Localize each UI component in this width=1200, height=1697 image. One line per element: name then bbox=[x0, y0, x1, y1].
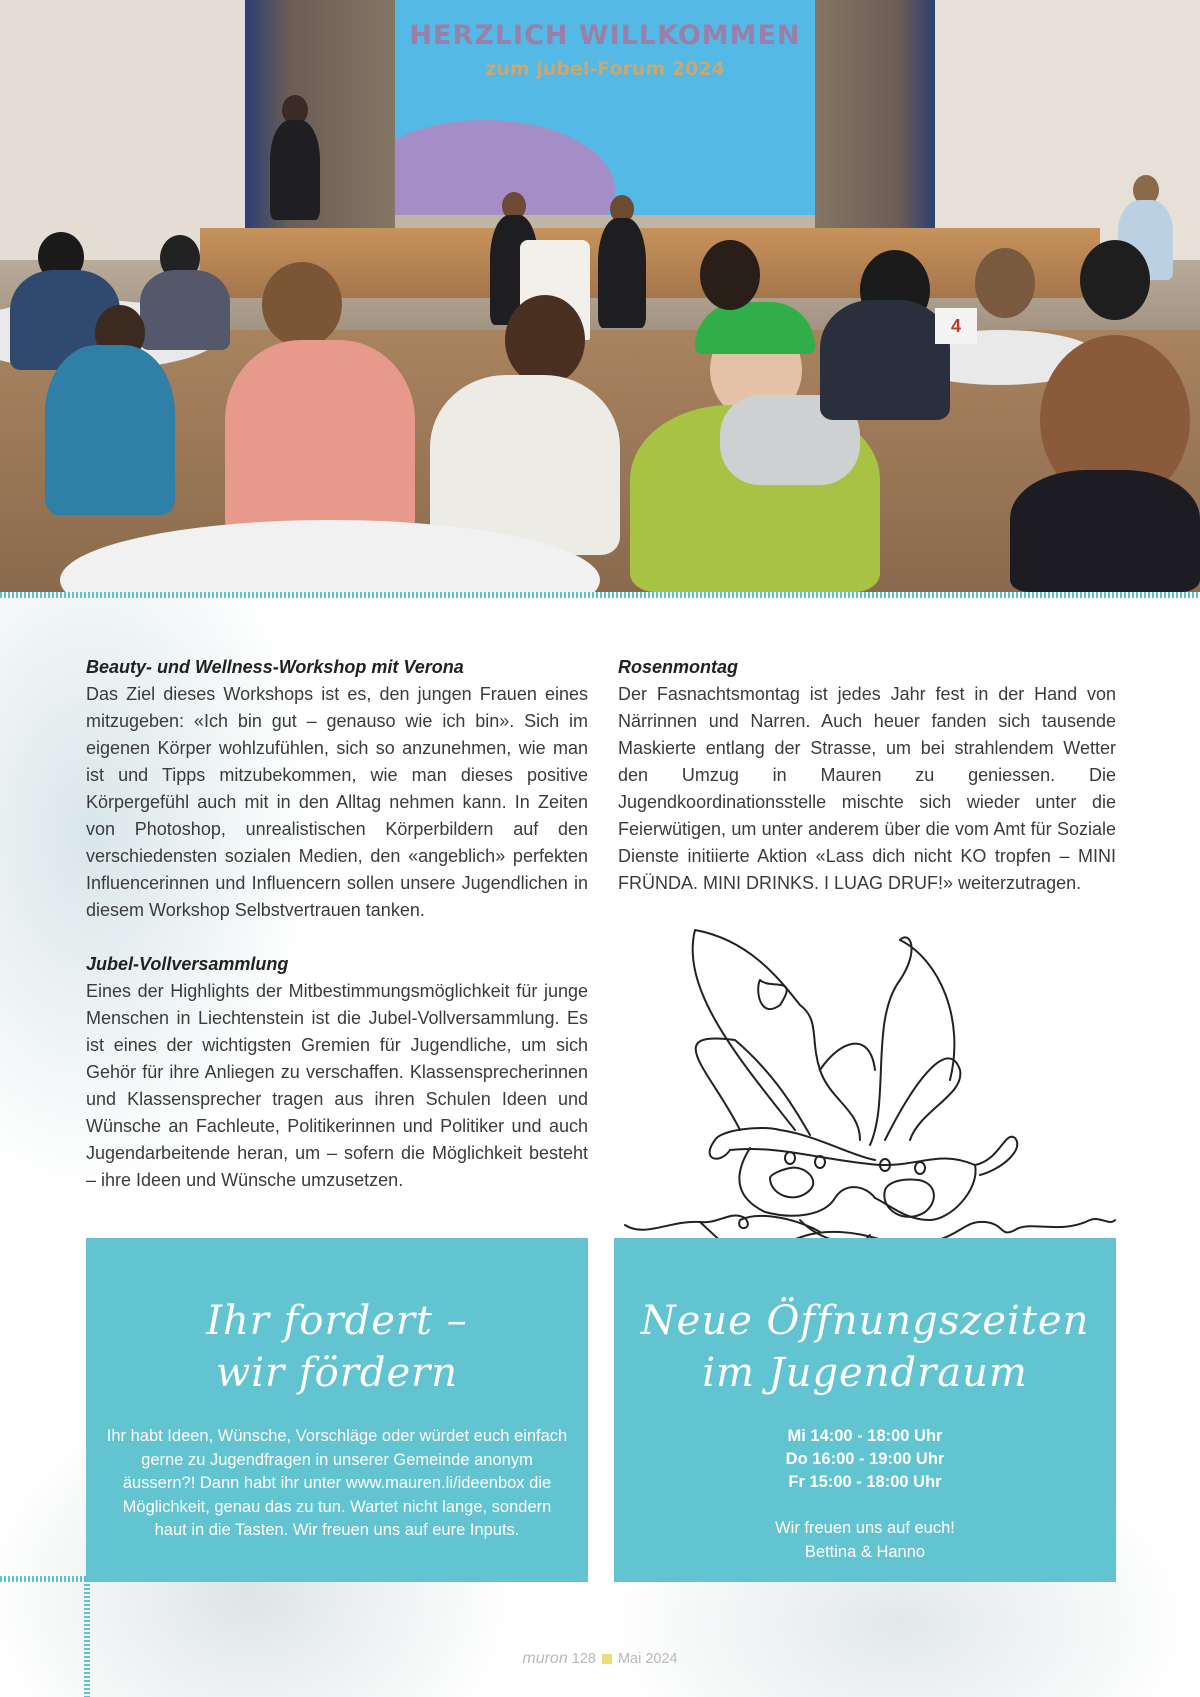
photo-curtain-left bbox=[245, 0, 395, 240]
box-title-line: im Jugendraum bbox=[702, 1350, 1028, 1396]
opening-hours-item: Do 16:00 - 19:00 Uhr bbox=[785, 1450, 945, 1468]
box-title bbox=[86, 1295, 588, 1399]
photo-person bbox=[270, 120, 320, 220]
opening-hours-list bbox=[614, 1425, 1116, 1494]
divider-stripe bbox=[0, 592, 1200, 598]
photo-person bbox=[820, 300, 950, 420]
box-title bbox=[614, 1295, 1116, 1399]
photo-person bbox=[225, 340, 415, 540]
box-text: Ihr habt Ideen, Wünsche, Vorschläge oder würdet euch einfach gerne zu Jugendfragen in unserer Gemeinde anonym äussern?! Dann habt ihr unter www.mauren.li/ideenbox die Möglichkeit, genau das zu tun. Wartet nicht lange, sondern haut in die Tasten. Wir freuen uns auf eure Inputs. bbox=[106, 1427, 568, 1539]
box-title-line: Ihr fordert – bbox=[206, 1298, 468, 1344]
photo-wall-left bbox=[0, 0, 250, 260]
photo-curtain-right bbox=[815, 0, 935, 240]
photo-person bbox=[45, 345, 175, 515]
section-heading: Jubel-Vollversammlung bbox=[86, 954, 289, 974]
photo-person bbox=[975, 248, 1035, 318]
photo-person bbox=[598, 218, 646, 328]
ideenbox-info-box bbox=[86, 1238, 588, 1582]
section-body: Eines der Highlights der Mitbestimmungsmöglichkeit für junge Menschen in Liechtenstein ist die Jubel-Vollversammlung. Es ist eines der wichtigsten Gremien für Jugendliche, um sich Gehör für ihre Anliegen zu verschaffen. Klassensprecherinnen und Klassensprecher tragen aus ihren Schulen Ideen und Wünsche an Fachleute, Politikerinnen und Politiker und auch Jugendarbeitende heran, um – sofern die Möglichkeit besteht – ihre Ideen und Wünsche umzusetzen. bbox=[86, 981, 588, 1190]
opening-hours-item: Fr 15:00 - 18:00 Uhr bbox=[788, 1473, 942, 1491]
footer-brand: muron bbox=[522, 1650, 568, 1667]
screen-title: HERZLICH WILLKOMMEN bbox=[409, 20, 801, 51]
section-body: Der Fasnachtsmontag ist jedes Jahr fest in der Hand von Närrinnen und Narren. Auch heuer fanden sich tausende Maskierte entlang der Strasse, um bei strahlendem Wetter den Umzug in Mauren zu geniessen. Die Jugendkoordinationsstelle mischte sich wieder unter die Feierwütigen, um unter anderem über die vom Amt für Soziale Dienste initiierte Aktion «Lass dich nicht KO tropfen – MINI FRÜNDA. MINI DRINKS. I LUAG DRUF!» weiterzutragen. bbox=[618, 684, 1116, 893]
footer-issue: 128 bbox=[571, 1651, 596, 1667]
page-footer bbox=[0, 1650, 1200, 1668]
photo-person bbox=[262, 262, 342, 347]
footer-date: Mai 2024 bbox=[617, 1651, 678, 1667]
margin-stripe bbox=[84, 1580, 90, 1697]
divider-stripe bbox=[0, 1576, 86, 1582]
screen-subtitle: zum jubel-Forum 2024 bbox=[485, 58, 725, 80]
left-column bbox=[86, 654, 588, 1221]
section-heading: Beauty- und Wellness-Workshop mit Verona bbox=[86, 657, 464, 677]
green-cap bbox=[695, 302, 815, 354]
box-title-line: Neue Öffnungszeiten bbox=[640, 1298, 1090, 1344]
box-title-line: wir fördern bbox=[215, 1350, 459, 1396]
header-photo bbox=[0, 0, 1200, 592]
photo-person bbox=[700, 240, 760, 310]
right-column bbox=[618, 654, 1116, 924]
projection-screen bbox=[395, 0, 815, 215]
photo-person bbox=[505, 295, 585, 385]
opening-hours-item: Mi 14:00 - 18:00 Uhr bbox=[787, 1427, 943, 1445]
opening-hours-box bbox=[614, 1238, 1116, 1582]
box-closing bbox=[614, 1517, 1116, 1564]
footer-square-icon bbox=[602, 1654, 612, 1664]
signature-line: Bettina & Hanno bbox=[804, 1542, 926, 1561]
photo-person bbox=[1080, 240, 1150, 320]
section-heading: Rosenmontag bbox=[618, 657, 739, 677]
closing-line: Wir freuen uns auf euch! bbox=[775, 1519, 955, 1537]
photo-person bbox=[1010, 470, 1200, 592]
photo-person bbox=[140, 270, 230, 350]
carnival-mask-icon bbox=[620, 920, 1120, 1260]
section-body: Das Ziel dieses Workshops ist es, den jungen Frauen eines mitzugeben: «Ich bin gut – genauso wie ich bin». Sich im eigenen Körper wohlzufühlen, sich so anzunehmen, wie man ist und Tipps mitzubekommen, wie man dieses positive Körpergefühl auch mit in den Alltag nehmen kann. In Zeiten von Photoshop, unrealistischen Körperbildern auf den verschiedensten sozialen Medien, den «angeblich» perfekten Influencerinnen und Influencern sollen unsere Jugendlichen in diesem Workshop Selbstvertrauen tanken. bbox=[86, 684, 588, 920]
table-sign: 4 bbox=[935, 308, 977, 344]
